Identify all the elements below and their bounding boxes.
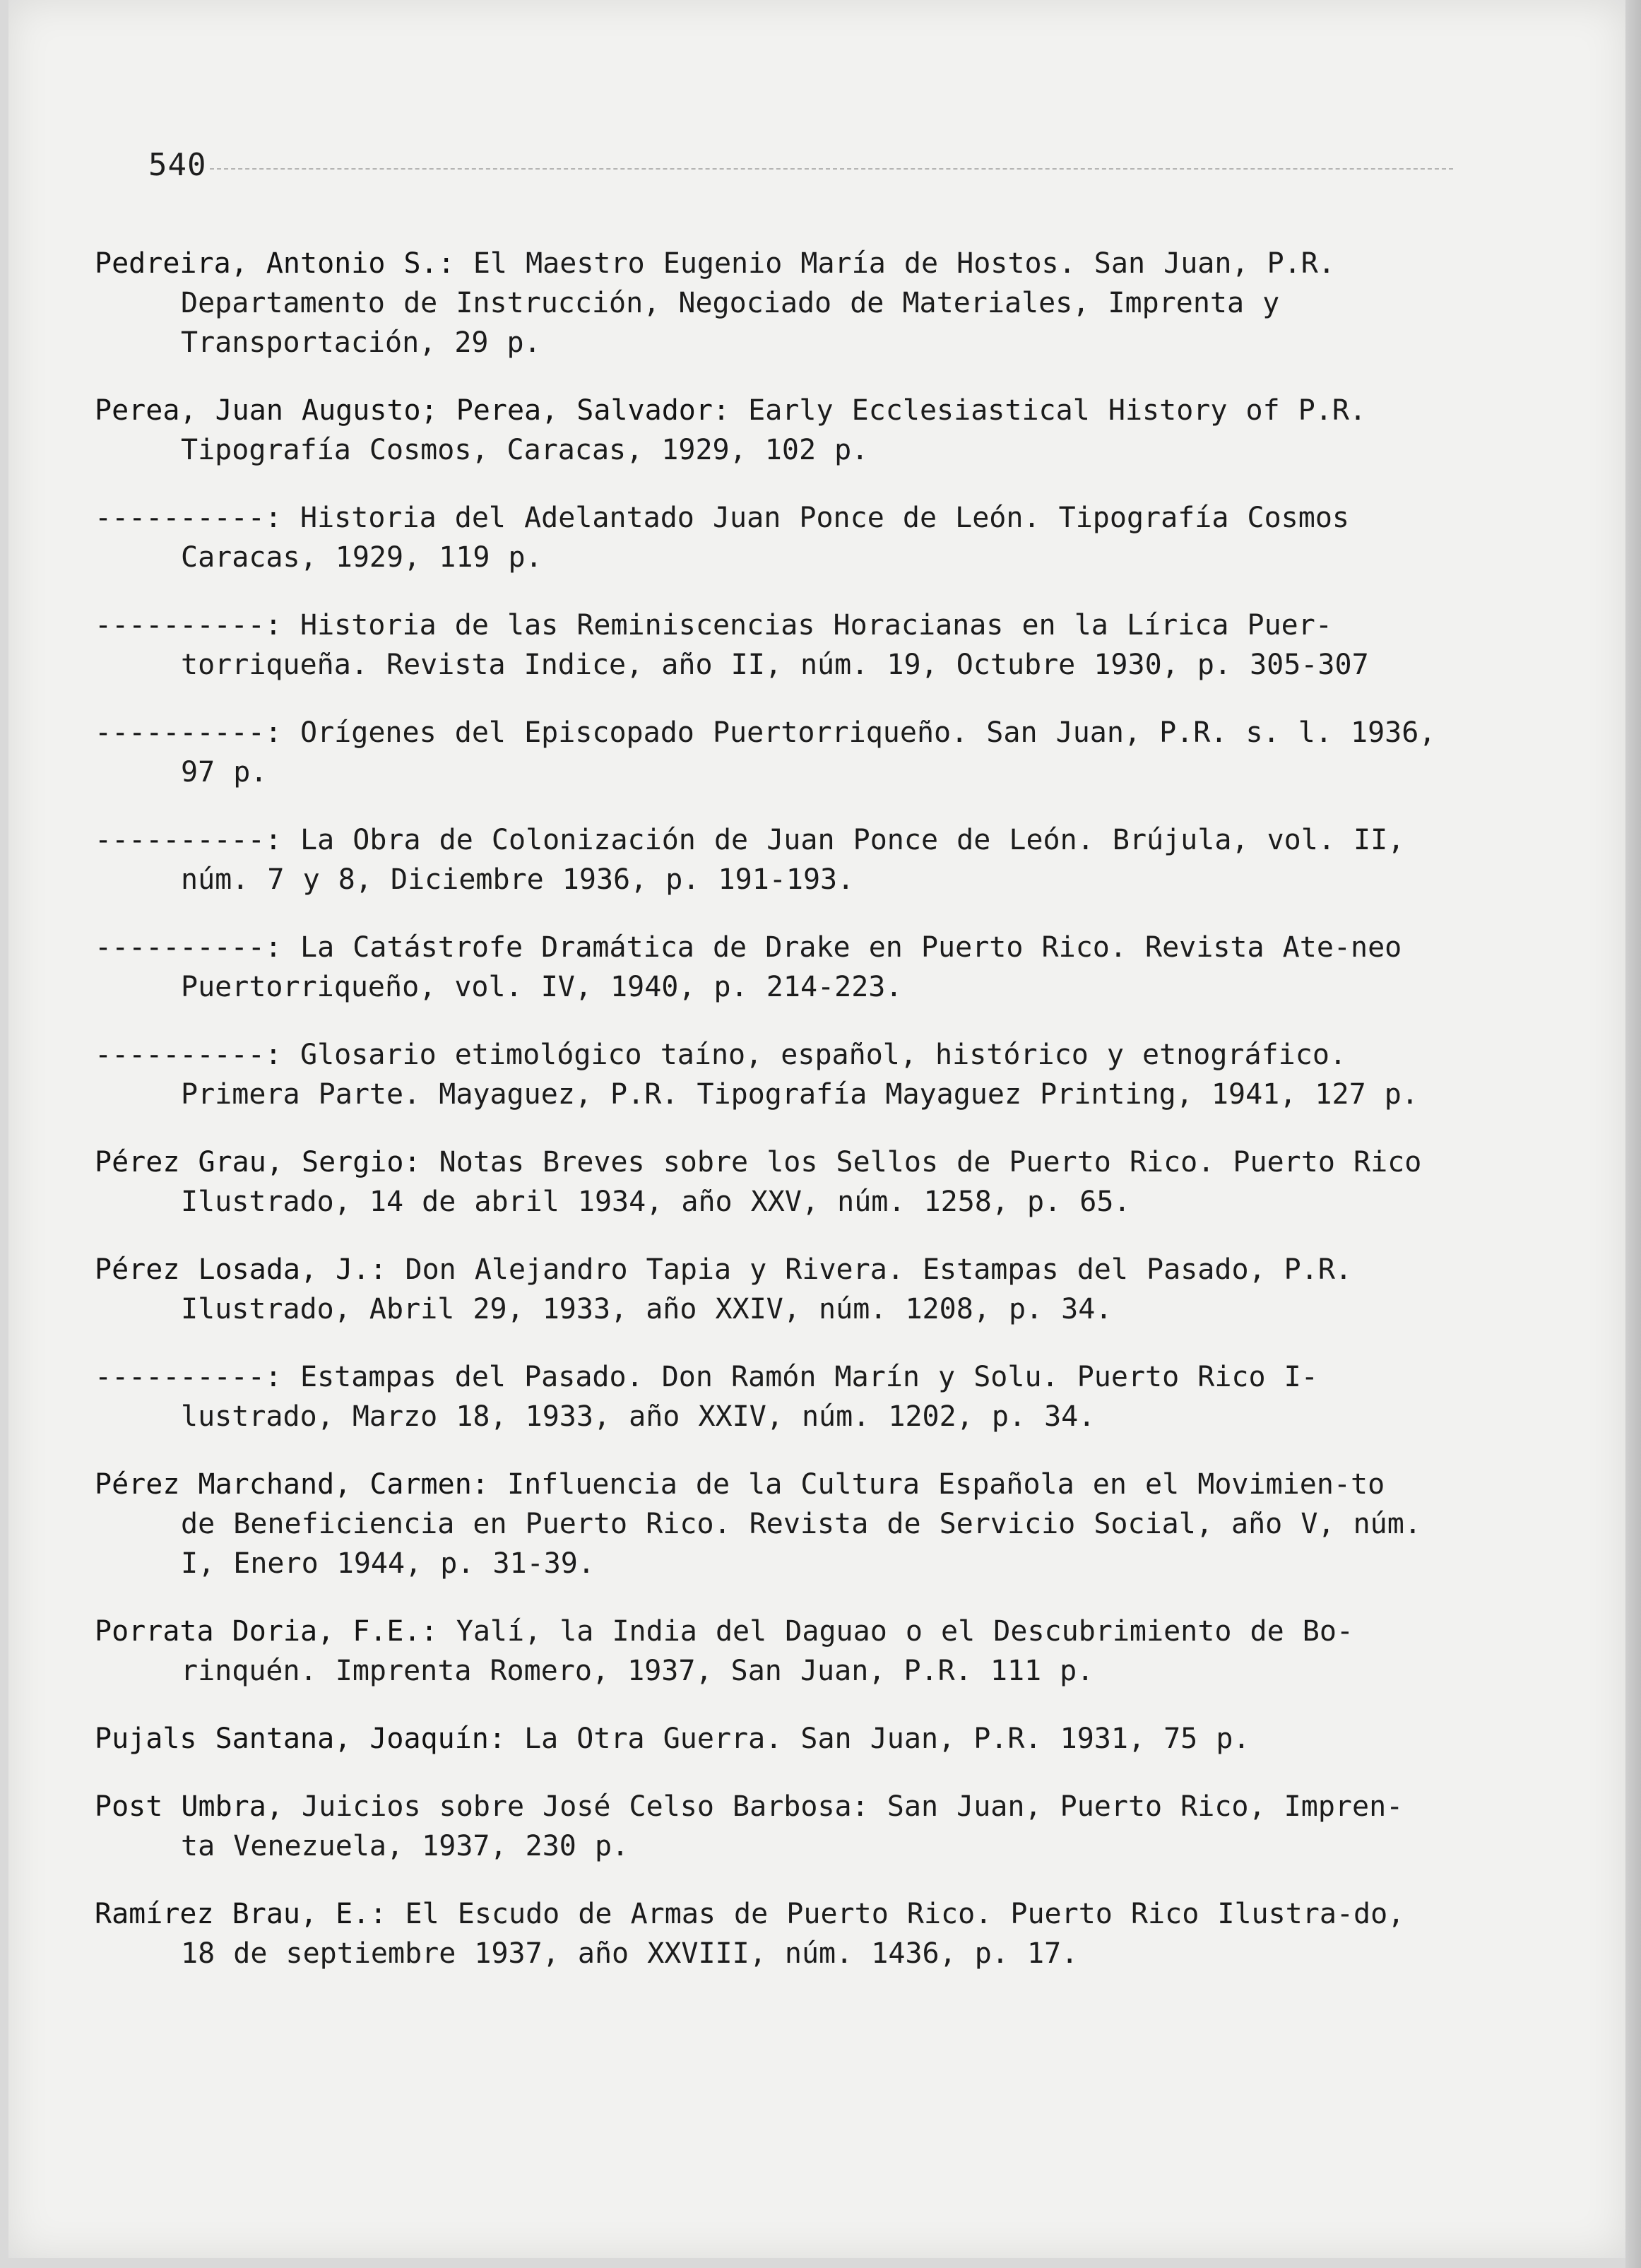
bibliography-entry <box>95 391 1437 470</box>
entry-citation: Glosario etimológico taíno, español, histórico y etnográfico. Primera Parte. Mayaguez, P.R. Tipografía Mayaguez Printing, 1941, 127 p. <box>181 1039 1418 1111</box>
bibliography-entry <box>95 1357 1437 1436</box>
entry-citation: La Obra de Colonización de Juan Ponce de León. Brújula, vol. II, núm. 7 y 8, Diciembre 1936, p. 191-193. <box>181 824 1405 896</box>
entry-citation: Historia de las Reminiscencias Horacianas en la Lírica Puer-torriqueña. Revista Indice, año II, núm. 19, Octubre 1930, p. 305-307 <box>181 609 1369 681</box>
entry-citation: Orígenes del Episcopado Puertorriqueño. San Juan, P.R. s. l. 1936, 97 p. <box>181 716 1436 789</box>
entry-author: ----------: <box>95 931 282 964</box>
bibliography-entry <box>95 244 1437 362</box>
bibliography-entry <box>95 1719 1437 1759</box>
entry-citation: Yalí, la India del Daguao o el Descubrimiento de Bo-rinquén. Imprenta Romero, 1937, San Juan, P.R. 111 p. <box>181 1615 1353 1687</box>
entry-author: ----------: <box>95 716 282 749</box>
entry-citation: Notas Breves sobre los Sellos de Puerto Rico. Puerto Rico Ilustrado, 14 de abril 1934, año XXV, núm. 1258, p. 65. <box>181 1146 1422 1218</box>
bibliography-entry <box>95 713 1437 792</box>
entry-author: Pérez Grau, Sergio: <box>95 1146 421 1179</box>
bibliography-entry <box>95 498 1437 577</box>
bibliography-entry <box>95 928 1437 1007</box>
entry-citation: La Otra Guerra. San Juan, P.R. 1931, 75 p. <box>524 1723 1250 1755</box>
entry-author: Post Umbra, <box>95 1790 283 1823</box>
entry-citation: Historia del Adelantado Juan Ponce de León. Tipografía Cosmos Caracas, 1929, 119 p. <box>181 502 1350 574</box>
entry-citation: Influencia de la Cultura Española en el Movimien-to de Beneficiencia en Puerto Rico. Revista de Servicio Social, año V, núm. I, Enero 1944, p. 31-39. <box>181 1468 1421 1580</box>
bibliography-entry <box>95 1035 1437 1114</box>
bibliography-list <box>95 215 1437 1999</box>
header-rule <box>210 168 1453 170</box>
bibliography-entry <box>95 606 1437 685</box>
document-page <box>8 0 1626 2258</box>
entry-author: Pedreira, Antonio S.: <box>95 247 455 280</box>
bibliography-entry <box>95 1250 1437 1329</box>
entry-author: ----------: <box>95 824 282 856</box>
bibliography-entry <box>95 820 1437 899</box>
page-number: 540 <box>148 147 207 183</box>
entry-author: ----------: <box>95 1361 282 1393</box>
entry-author: ----------: <box>95 609 282 642</box>
page-edge-shadow <box>1625 0 1641 2268</box>
entry-citation: El Escudo de Armas de Puerto Rico. Puerto Rico Ilustra-do, 18 de septiembre 1937, año XXVIII, núm. 1436, p. 17. <box>181 1898 1405 1970</box>
entry-citation: Early Ecclesiastical History of P.R. Tipografía Cosmos, Caracas, 1929, 102 p. <box>181 394 1367 466</box>
bibliography-entry <box>95 1142 1437 1222</box>
bibliography-entry <box>95 1787 1437 1866</box>
bibliography-entry <box>95 1465 1437 1583</box>
entry-author: Perea, Juan Augusto; Perea, Salvador: <box>95 394 730 427</box>
entry-citation: La Catástrofe Dramática de Drake en Puerto Rico. Revista Ate-neo Puertorriqueño, vol. IV, 1940, p. 214-223. <box>181 931 1402 1003</box>
entry-citation: El Maestro Eugenio María de Hostos. San Juan, P.R. Departamento de Instrucción, Negociado de Materiales, Imprenta y Transportación, 29 p. <box>181 247 1335 359</box>
entry-author: ----------: <box>95 1039 282 1071</box>
entry-author: Porrata Doria, F.E.: <box>95 1615 438 1648</box>
entry-author: Pujals Santana, Joaquín: <box>95 1723 506 1755</box>
entry-citation: Estampas del Pasado. Don Ramón Marín y Solu. Puerto Rico I-lustrado, Marzo 18, 1933, año XXIV, núm. 1202, p. 34. <box>181 1361 1318 1433</box>
entry-citation: Juicios sobre José Celso Barbosa: San Juan, Puerto Rico, Impren-ta Venezuela, 1937, 230 p. <box>181 1790 1404 1862</box>
entry-author: ----------: <box>95 502 282 534</box>
entry-citation: Don Alejandro Tapia y Rivera. Estampas del Pasado, P.R. Ilustrado, Abril 29, 1933, año XXIV, núm. 1208, p. 34. <box>181 1253 1353 1325</box>
entry-author: Ramírez Brau, E.: <box>95 1898 387 1930</box>
bibliography-entry <box>95 1612 1437 1691</box>
bibliography-entry <box>95 1894 1437 1973</box>
entry-author: Pérez Losada, J.: <box>95 1253 387 1286</box>
entry-author: Pérez Marchand, Carmen: <box>95 1468 489 1501</box>
